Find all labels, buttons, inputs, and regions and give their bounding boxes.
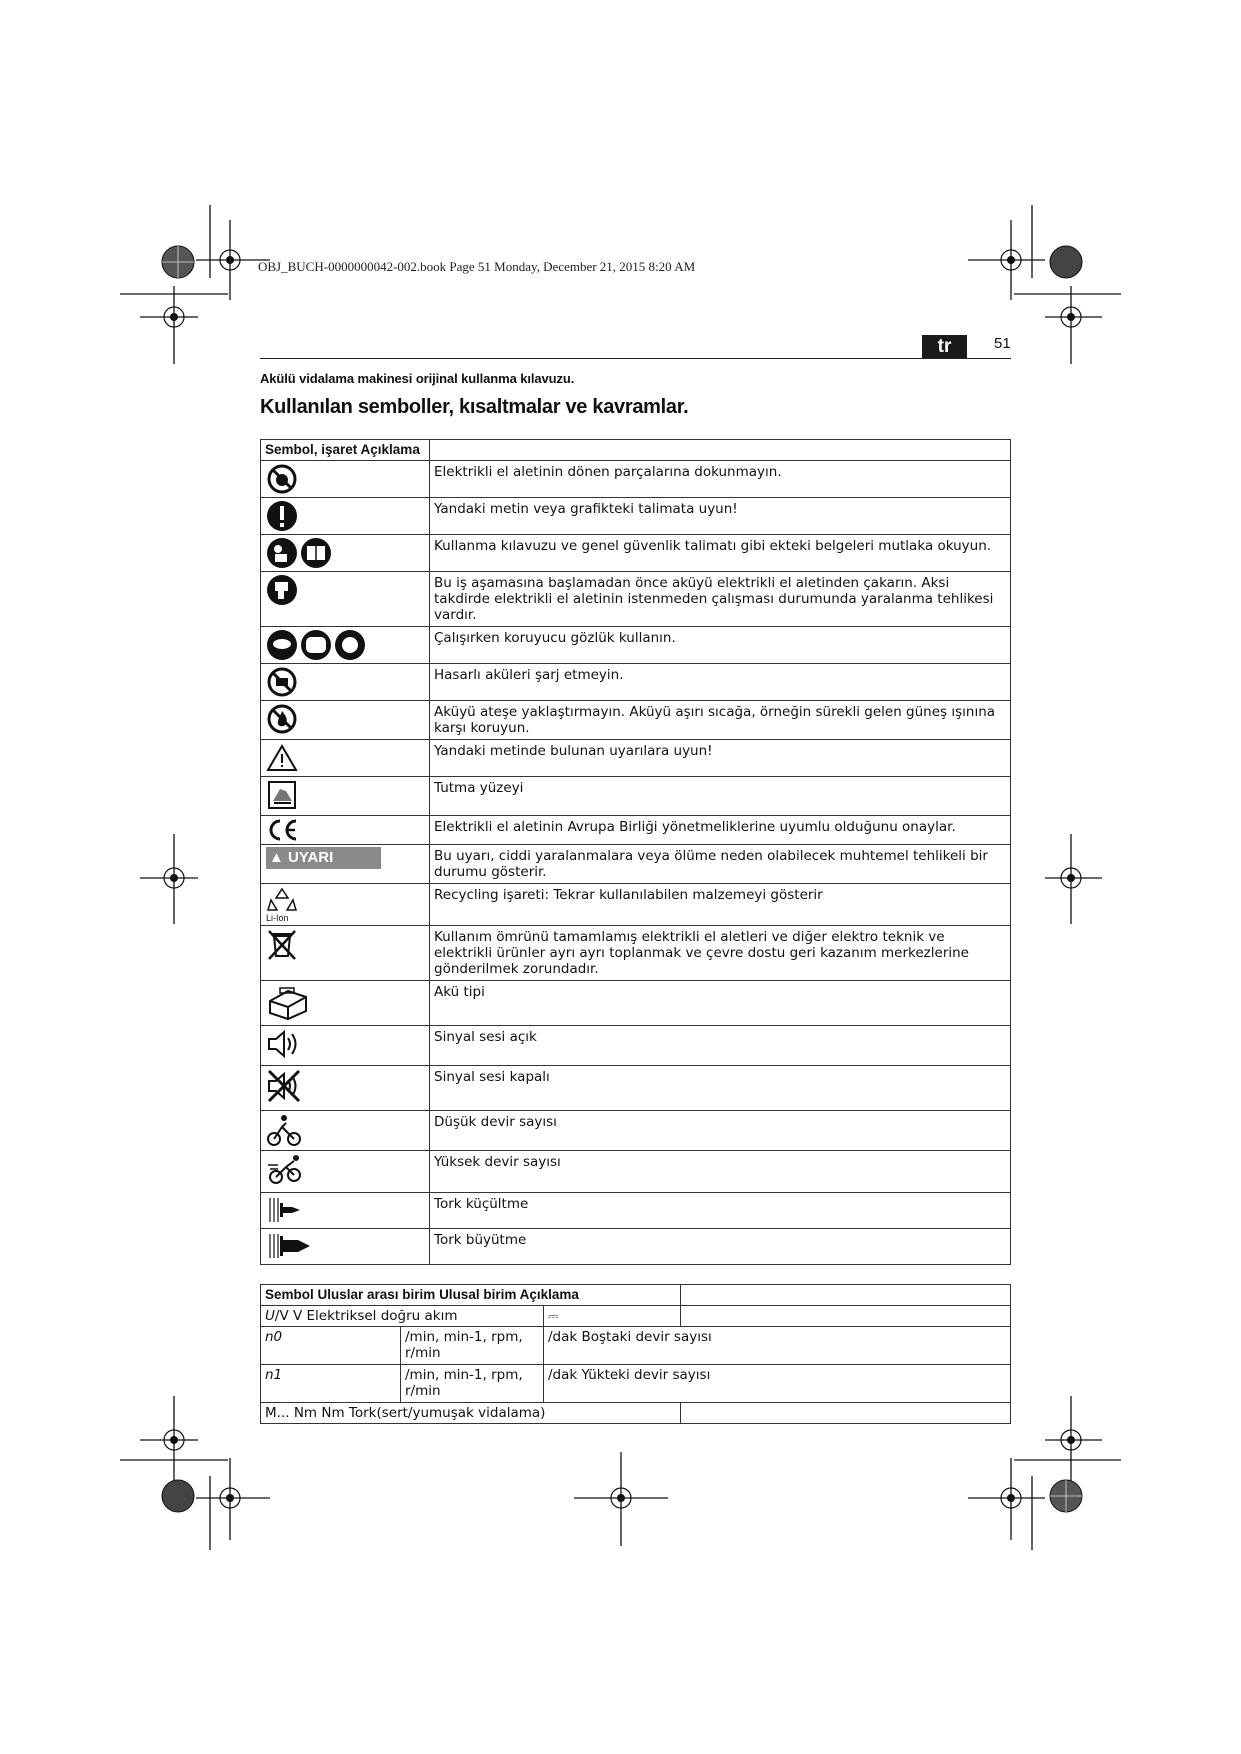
manual-subtitle: Akülü vidalama makinesi orijinal kullanma kılavuzu. <box>260 371 575 386</box>
unit-desc: /dak Yükteki devir sayısı <box>544 1365 1011 1403</box>
read-manual-icon <box>266 537 332 569</box>
symbols-table-header-blank <box>430 440 1011 461</box>
symbol-description: Elektrikli el aletinin Avrupa Birliği yönetmeliklerine uyumlu olduğunu onaylar. <box>430 816 1011 845</box>
unit-intl: V V Elektriksel doğru akım <box>279 1308 458 1324</box>
units-row-voltage: U/V V Elektriksel doğru akım <box>261 1306 544 1327</box>
symbol-description: Elektrikli el aletinin dönen parçalarına dokunmayın. <box>430 461 1011 498</box>
icon-cell <box>261 740 430 777</box>
symbol-description: Yüksek devir sayısı <box>430 1151 1011 1193</box>
symbol-description: Kullanma kılavuzu ve genel güvenlik talimatı gibi ekteki belgeleri mutlaka okuyun. <box>430 535 1011 572</box>
sound-on-icon <box>266 1028 302 1060</box>
icon-cell <box>261 664 430 701</box>
torque-decrease-icon <box>266 1195 306 1225</box>
units-table-header: Sembol Uluslar arası birim Ulusal birim Açıklama <box>261 1285 681 1306</box>
symbol-description: Tork küçültme <box>430 1193 1011 1229</box>
symbols-table-header: Sembol, işaret Açıklama <box>261 440 430 461</box>
warning-label-icon: ▲ UYARI <box>266 847 381 869</box>
remove-battery-icon <box>266 574 298 606</box>
warning-label-text: UYARI <box>288 849 334 866</box>
low-speed-icon <box>266 1113 302 1147</box>
weee-bin-icon <box>266 928 298 962</box>
symbol-description: Kullanım ömrünü tamamlamış elektrikli el aletleri ve diğer elektro teknik ve elektrikli ürünler ayrı ayrı toplanmak ve çevre dostu geri kazanım merkezlerine gönderilmek zorundadır. <box>430 926 1011 981</box>
section-title: Kullanılan semboller, kısaltmalar ve kavramlar. <box>260 396 689 418</box>
li-ion-label: Li-Ion <box>266 913 289 923</box>
icon-cell <box>261 1066 430 1111</box>
symbol-description: Recycling işareti: Tekrar kullanılabilen malzemeyi gösterir <box>430 884 1011 926</box>
no-charge-damaged-icon <box>266 666 298 698</box>
unit-blank <box>681 1403 1011 1424</box>
icon-cell <box>261 1151 430 1193</box>
icon-cell <box>261 777 430 816</box>
unit-symbol: n1 <box>261 1365 401 1403</box>
recycling-icon <box>266 886 298 914</box>
icon-cell <box>261 845 430 884</box>
unit-blank <box>681 1306 1011 1327</box>
symbol-description: Akü tipi <box>430 981 1011 1026</box>
icon-cell <box>261 535 430 572</box>
symbol-description: Hasarlı aküleri şarj etmeyin. <box>430 664 1011 701</box>
symbol-description: Tork büyütme <box>430 1229 1011 1265</box>
icon-cell <box>261 1111 430 1151</box>
symbols-table <box>260 439 1011 1265</box>
icon-cell <box>261 498 430 535</box>
symbol-description: Düşük devir sayısı <box>430 1111 1011 1151</box>
icon-cell <box>261 1193 430 1229</box>
unit-intl: /min, min-1, rpm, r/min <box>401 1327 544 1365</box>
unit-symbol: U <box>265 1308 275 1324</box>
symbol-description: Bu iş aşamasına başlamadan önce aküyü elektrikli el aletinden çakarın. Aksi takdirde elektrikli el aletinin istenmeden çalışması durumunda yaralanma tehlikesi vardır. <box>430 572 1011 627</box>
protective-gear-icon <box>266 629 366 661</box>
unit-intl: /min, min-1, rpm, r/min <box>401 1365 544 1403</box>
icon-cell <box>261 627 430 664</box>
symbol-description: Tutma yüzeyi <box>430 777 1011 816</box>
warning-triangle-icon <box>266 742 298 774</box>
icon-cell <box>261 884 430 926</box>
icon-cell <box>261 1229 430 1265</box>
icon-cell <box>261 1026 430 1066</box>
symbol-description: Bu uyarı, ciddi yaralanmalara veya ölüme neden olabilecek muhtemel tehlikeli bir durumu gösterir. <box>430 845 1011 884</box>
icon-cell <box>261 981 430 1026</box>
sound-off-icon <box>266 1068 302 1104</box>
no-touch-rotating-icon <box>266 463 298 495</box>
unit-symbol: n0 <box>261 1327 401 1365</box>
symbol-description: Çalışırken koruyucu gözlük kullanın. <box>430 627 1011 664</box>
icon-cell <box>261 461 430 498</box>
torque-increase-icon <box>266 1231 312 1261</box>
battery-type-icon <box>266 983 310 1023</box>
symbol-description: Yandaki metin veya grafikteki talimata uyun! <box>430 498 1011 535</box>
symbol-description: Sinyal sesi açık <box>430 1026 1011 1066</box>
ce-mark-icon <box>266 818 300 842</box>
symbol-description: Aküyü ateşe yaklaştırmayın. Aküyü aşırı sıcağa, örneğin sürekli gelen güneş ışınına karşı koruyun. <box>430 701 1011 740</box>
page-number: 51 <box>994 335 1011 352</box>
grip-surface-icon <box>266 779 298 811</box>
icon-cell <box>261 701 430 740</box>
icon-cell <box>261 816 430 845</box>
no-fire-icon <box>266 703 298 735</box>
header-rule <box>260 358 1011 359</box>
unit-desc: /dak Boştaki devir sayısı <box>544 1327 1011 1365</box>
language-badge: tr <box>922 335 967 358</box>
symbol-description: Sinyal sesi kapalı <box>430 1066 1011 1111</box>
print-meta: OBJ_BUCH-0000000042-002.book Page 51 Monday, December 21, 2015 8:20 AM <box>258 259 696 274</box>
units-row-torque: M... Nm Nm Tork(sert/yumuşak vidalama) <box>261 1403 681 1424</box>
icon-cell <box>261 572 430 627</box>
high-speed-icon <box>266 1153 304 1187</box>
symbol-description: Yandaki metinde bulunan uyarılara uyun! <box>430 740 1011 777</box>
exclamation-icon <box>266 500 298 532</box>
units-table <box>260 1284 1011 1424</box>
icon-cell <box>261 926 430 981</box>
units-table-header-blank <box>681 1285 1011 1306</box>
unit-extra: ⎓ <box>544 1306 681 1327</box>
